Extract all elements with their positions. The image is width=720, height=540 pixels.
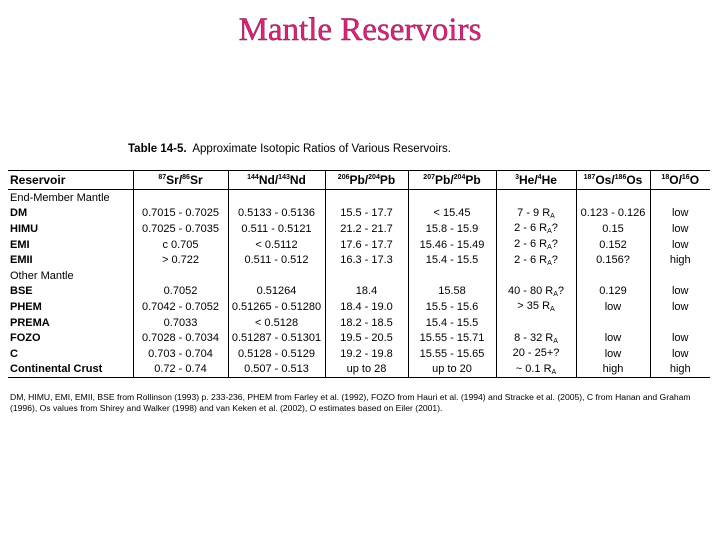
cell-pb207: 15.58 — [408, 284, 496, 300]
cell-pb207: 15.8 - 15.9 — [408, 221, 496, 237]
reservoir-name: EMI — [10, 238, 30, 251]
cell-os: low — [576, 299, 650, 315]
cell-os: high — [576, 362, 650, 378]
cell-he: 20 - 25+? — [496, 346, 576, 362]
cell-he: 8 - 32 $R_A$ — [496, 330, 576, 346]
cell-pb206: 18.4 - 19.0 — [325, 299, 408, 315]
cell-os: 0.15 — [576, 221, 650, 237]
table-row — [8, 315, 710, 331]
caption-text: Approximate Isotopic Ratios of Various Reservoirs. — [192, 143, 452, 155]
cell-pb206: 19.2 - 19.8 — [325, 346, 408, 362]
cell-he: ~ 0.1 $R_A$ — [496, 362, 576, 378]
table-row — [8, 237, 710, 253]
cell-o: high — [650, 362, 710, 378]
cell-o: low — [650, 206, 710, 222]
cell-pb206: 18.2 - 18.5 — [325, 315, 408, 331]
cell-pb207: 15.55 - 15.65 — [408, 346, 496, 362]
cell-o: low — [650, 284, 710, 300]
table-caption — [128, 143, 451, 155]
cell-o — [650, 315, 710, 331]
header-nd: $^{144}$Nd/$^{143}$Nd — [228, 171, 325, 190]
cell-o: low — [650, 237, 710, 253]
cell-nd: 0.5128 - 0.5129 — [228, 346, 325, 362]
header-o: $^{18}$O/$^{16}$O — [650, 171, 710, 190]
cell-sr: 0.7028 - 0.7034 — [133, 330, 228, 346]
cell-os: low — [576, 330, 650, 346]
cell-nd: < 0.5128 — [228, 315, 325, 331]
cell-os: 0.156? — [576, 252, 650, 268]
cell-nd: 0.5133 - 0.5136 — [228, 206, 325, 222]
group-end-member: End-Member Mantle — [10, 191, 110, 204]
reservoir-name: DM — [10, 207, 28, 220]
cell-nd: 0.51265 - 0.51280 — [228, 299, 325, 315]
header-os: $^{187}$Os/$^{186}$Os — [576, 171, 650, 190]
table-row — [8, 221, 710, 237]
cell-pb206: 19.5 - 20.5 — [325, 330, 408, 346]
cell-he: 40 - 80 $R_A$? — [496, 284, 576, 300]
reservoir-name: Continental Crust — [8, 362, 133, 378]
header-reservoir: Reservoir — [8, 171, 133, 190]
cell-he: 2 - 6 $R_A$? — [496, 237, 576, 253]
header-sr: $^{87}$Sr/$^{86}$Sr — [133, 171, 228, 190]
isotope-table — [8, 170, 710, 378]
cell-sr: 0.72 - 0.74 — [133, 362, 228, 378]
header-pb207: $^{207}$Pb/$^{204}$Pb — [408, 171, 496, 190]
table-row — [8, 299, 710, 315]
reservoir-name: HIMU — [10, 222, 39, 235]
table-row — [8, 362, 710, 378]
reservoir-name: BSE — [10, 285, 33, 298]
cell-he: 7 - 9 $R_A$ — [496, 206, 576, 222]
group-other: Other Mantle — [10, 269, 74, 282]
cell-pb206: 15.5 - 17.7 — [325, 206, 408, 222]
table-row — [8, 346, 710, 362]
cell-he: 2 - 6 $R_A$? — [496, 252, 576, 268]
cell-os: low — [576, 346, 650, 362]
header-row — [8, 171, 710, 190]
cell-os: 0.129 — [576, 284, 650, 300]
group-row — [8, 268, 710, 284]
header-he: $^3$He/$^4$He — [496, 171, 576, 190]
cell-pb206: 21.2 - 21.7 — [325, 221, 408, 237]
cell-o: low — [650, 346, 710, 362]
cell-nd: 0.51287 - 0.51301 — [228, 330, 325, 346]
table-row — [8, 206, 710, 222]
cell-o: low — [650, 299, 710, 315]
cell-os — [576, 315, 650, 331]
page-title: Mantle Reservoirs — [238, 12, 482, 48]
cell-nd: 0.511 - 0.5121 — [228, 221, 325, 237]
cell-sr: 0.7052 — [133, 284, 228, 300]
cell-os: 0.123 - 0.126 — [576, 206, 650, 222]
reservoir-name: EMII — [10, 254, 33, 267]
reservoir-name: PREMA — [10, 316, 50, 329]
cell-he: 2 - 6 $R_A$? — [496, 221, 576, 237]
cell-pb207: 15.4 - 15.5 — [408, 252, 496, 268]
cell-sr: 0.7033 — [133, 315, 228, 331]
cell-he — [496, 315, 576, 331]
cell-pb207: 15.55 - 15.71 — [408, 330, 496, 346]
caption-label: Table 14-5. — [128, 143, 187, 155]
reservoir-name: C — [10, 347, 18, 360]
cell-nd: 0.51264 — [228, 284, 325, 300]
table-row — [8, 284, 710, 300]
cell-sr: 0.703 - 0.704 — [133, 346, 228, 362]
cell-o: low — [650, 221, 710, 237]
table-row — [8, 330, 710, 346]
cell-pb206: up to 28 — [325, 362, 408, 378]
cell-he: > 35 $R_A$ — [496, 299, 576, 315]
group-row — [8, 190, 710, 206]
table-footnote: DM, HIMU, EMI, EMII, BSE from Rollinson (1993) p. 233-236, PHEM from Farley et al. (1992), FOZO from Hauri et al. (1994) and Stracke et al. (2005), C from Hanan and Graham (1996), Os values from Shirey and Walker (1998) and van Keken et al. (2002), O estimates based on Eiler (2001). — [10, 392, 691, 413]
cell-pb206: 16.3 - 17.3 — [325, 252, 408, 268]
header-pb206: $^{206}$Pb/$^{204}$Pb — [325, 171, 408, 190]
cell-pb207: 15.4 - 15.5 — [408, 315, 496, 331]
cell-o: low — [650, 330, 710, 346]
reservoir-name: PHEM — [10, 300, 42, 313]
cell-pb206: 17.6 - 17.7 — [325, 237, 408, 253]
cell-pb206: 18.4 — [325, 284, 408, 300]
cell-sr: 0.7025 - 0.7035 — [133, 221, 228, 237]
cell-sr: > 0.722 — [133, 252, 228, 268]
cell-pb207: 15.5 - 15.6 — [408, 299, 496, 315]
cell-sr: c 0.705 — [133, 237, 228, 253]
cell-sr: 0.7042 - 0.7052 — [133, 299, 228, 315]
cell-nd: < 0.5112 — [228, 237, 325, 253]
cell-pb207: up to 20 — [408, 362, 496, 378]
cell-pb207: < 15.45 — [408, 206, 496, 222]
cell-nd: 0.507 - 0.513 — [228, 362, 325, 378]
cell-sr: 0.7015 - 0.7025 — [133, 206, 228, 222]
table-row — [8, 252, 710, 268]
reservoir-name: FOZO — [10, 332, 41, 345]
cell-o: high — [650, 252, 710, 268]
cell-os: 0.152 — [576, 237, 650, 253]
cell-pb207: 15.46 - 15.49 — [408, 237, 496, 253]
cell-nd: 0.511 - 0.512 — [228, 252, 325, 268]
